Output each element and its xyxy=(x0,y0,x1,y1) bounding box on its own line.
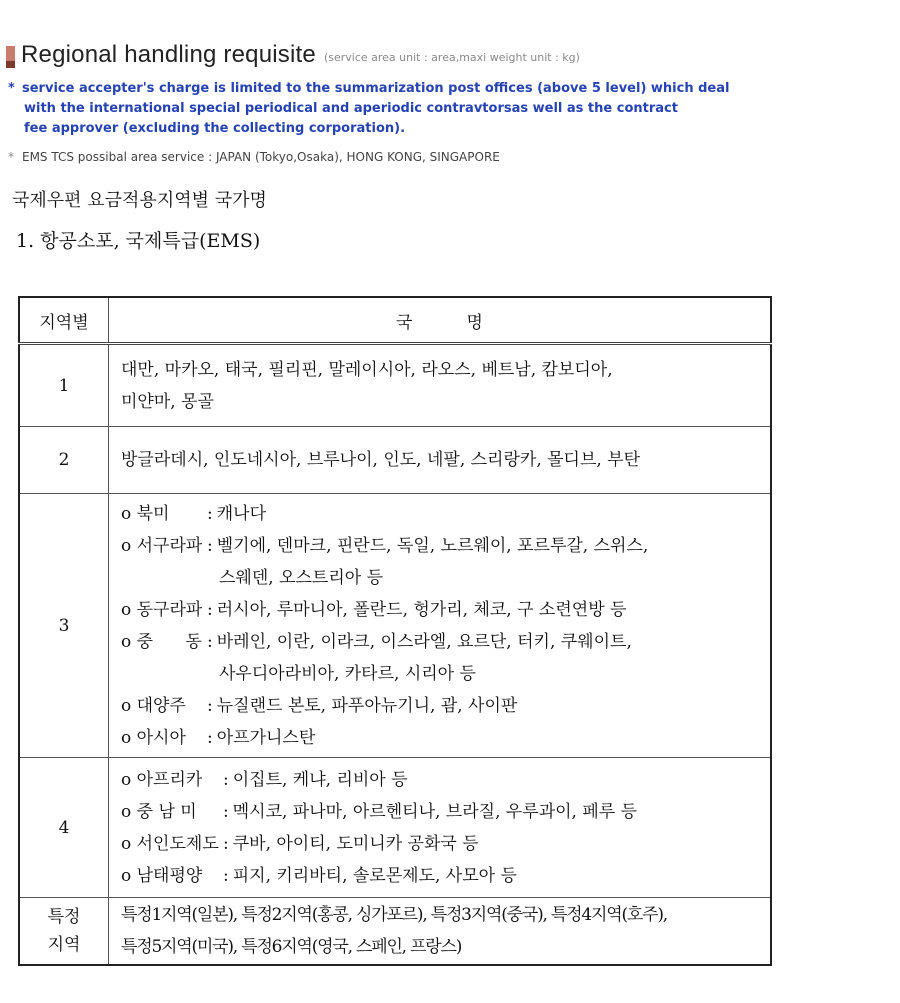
region-countries: 피지, 키리바티, 솔로몬제도, 사모아 등 xyxy=(232,865,517,886)
zone-cell xyxy=(19,898,109,965)
page-title: Regional handling requisite xyxy=(21,41,316,68)
table-row xyxy=(19,427,771,494)
table-row xyxy=(19,494,771,758)
region-group: o 아시아 : 아프가니스탄 xyxy=(121,722,770,754)
region-countries: 뉴질랜드 본토, 파푸아뉴기니, 괌, 사이판 xyxy=(216,695,518,716)
notice-line-1: service accepter's charge is limited to the summarization post offices (above 5 level) which deal xyxy=(22,81,730,96)
region-name: o 서인도제도 xyxy=(121,833,219,854)
zone-cell: 2 xyxy=(19,427,109,494)
region-group: o 대양주 : 뉴질랜드 본토, 파푸아뉴기니, 괌, 사이판 xyxy=(121,690,770,722)
region-name: o 동구라파 xyxy=(121,599,203,620)
countries-cell xyxy=(109,898,772,965)
region-group: o 중 동 : 바레인, 이란, 이라크, 이스라엘, 요르단, 터키, 쿠웨이트, xyxy=(121,626,770,658)
region-name: o 아프리카 xyxy=(121,769,203,790)
region-group: o 동구라파 : 러시아, 루마니아, 폴란드, 헝가리, 체코, 구 소련연방 등 xyxy=(121,594,770,626)
country-line: 방글라데시, 인도네시아, 브루나이, 인도, 네팔, 스리랑카, 몰디브, 부탄 xyxy=(121,450,641,470)
countries-cell xyxy=(109,427,772,494)
country-line: 특정1지역(일본), 특정2지역(홍콩, 싱가포르), 특정3지역(중국), 특정4지역(호주), xyxy=(121,904,667,925)
region-group: o 서구라파 : 벨기에, 덴마크, 핀란드, 독일, 노르웨이, 포르투갈, 스위스, xyxy=(121,530,770,562)
region-name: o 아시아 xyxy=(121,727,186,748)
region-name: o 북미 xyxy=(121,503,170,524)
zone-cell: 3 xyxy=(19,494,109,758)
zone-label-line: 특정 xyxy=(47,906,81,927)
ems-note xyxy=(8,148,500,166)
zone-cell: 4 xyxy=(19,758,109,898)
asterisk-icon: * xyxy=(8,81,15,96)
region-countries: 이집트, 케냐, 리비아 등 xyxy=(232,769,408,790)
countries-cell xyxy=(109,758,772,898)
region-name: o 대양주 xyxy=(121,695,186,716)
header-zone: 지역별 xyxy=(19,297,109,344)
region-group: o 북미 : 캐나다 xyxy=(121,498,770,530)
region-group: o 아프리카 : 이집트, 케냐, 리비아 등 xyxy=(121,764,770,796)
subsection-title: 1. 항공소포, 국제특급(EMS) xyxy=(16,230,261,252)
header-country: 국 명 xyxy=(109,297,772,344)
region-countries: 멕시코, 파나마, 아르헨티나, 브라질, 우루과이, 페루 등 xyxy=(232,801,638,822)
region-countries-cont: 사우디아라비아, 카타르, 시리아 등 xyxy=(219,663,476,684)
country-line: 특정5지역(미국), 특정6지역(영국, 스페인, 프랑스) xyxy=(121,936,462,957)
asterisk-icon: * xyxy=(8,150,14,164)
countries-cell xyxy=(109,494,772,758)
zone-cell: 1 xyxy=(19,344,109,427)
zone-label-line: 지역 xyxy=(47,934,81,955)
region-countries: 러시아, 루마니아, 폴란드, 헝가리, 체코, 구 소련연방 등 xyxy=(216,599,627,620)
region-countries-cont: 스웨덴, 오스트리아 등 xyxy=(219,567,384,588)
region-name: o 중 남 미 xyxy=(121,801,197,822)
region-name: o 중 동 xyxy=(121,631,202,652)
region-countries: 아프가니스탄 xyxy=(216,727,316,748)
region-group: o 서인도제도 : 쿠바, 아이티, 도미니카 공화국 등 xyxy=(121,828,770,860)
region-countries: 바레인, 이란, 이라크, 이스라엘, 요르단, 터키, 쿠웨이트, xyxy=(216,631,632,652)
table-row xyxy=(19,344,771,427)
header-bar-icon xyxy=(6,46,15,68)
country-line: 대만, 마카오, 태국, 필리핀, 말레이시아, 라오스, 베트남, 캄보디아, xyxy=(121,359,613,380)
region-group: o 남태평양 : 피지, 키리바티, 솔로몬제도, 사모아 등 xyxy=(121,860,770,892)
ems-note-text: EMS TCS possibal area service : JAPAN (Tokyo,Osaka), HONG KONG, SINGAPORE xyxy=(22,150,500,164)
region-name: o 서구라파 xyxy=(121,535,203,556)
region-countries: 캐나다 xyxy=(216,503,267,524)
region-group: o 중 남 미 : 멕시코, 파나마, 아르헨티나, 브라질, 우루과이, 페루 등 xyxy=(121,796,770,828)
table-row xyxy=(19,758,771,898)
region-countries: 쿠바, 아이티, 도미니카 공화국 등 xyxy=(232,833,479,854)
unit-note: (service area unit : area,maxi weight unit : kg) xyxy=(323,51,580,64)
zone-country-table xyxy=(18,296,772,966)
notice-line-2: with the international special periodical and aperiodic contravtorsas well as the contract xyxy=(24,101,678,116)
section-title: 국제우편 요금적용지역별 국가명 xyxy=(12,190,267,211)
country-line: 미얀마, 몽골 xyxy=(121,391,214,412)
countries-cell xyxy=(109,344,772,427)
section-header xyxy=(6,38,580,68)
notice-line-3: fee approver (excluding the collecting corporation). xyxy=(24,121,406,136)
notice-text xyxy=(8,79,729,139)
region-name: o 남태평양 xyxy=(121,865,203,886)
region-countries: 벨기에, 덴마크, 핀란드, 독일, 노르웨이, 포르투갈, 스위스, xyxy=(216,535,649,556)
table-header-row xyxy=(19,297,771,344)
table-row xyxy=(19,898,771,965)
